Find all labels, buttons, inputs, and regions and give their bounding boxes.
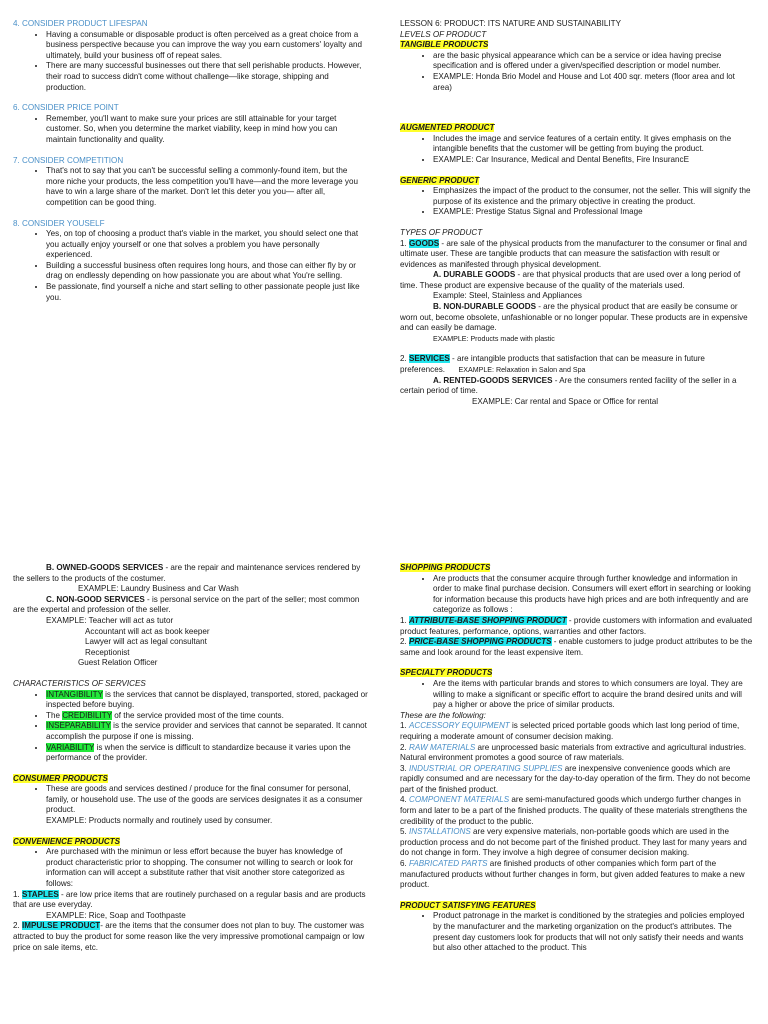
- shopping-heading: SHOPPING PRODUCTS: [400, 563, 491, 572]
- list-item: • Are purchased with the minimun or less effort because the buyer has knowledge of product characteristic prior to shopping. The consumer not willing to search or look for information can will accept a substitute rather that visit another store categorized as follows:: [46, 847, 368, 889]
- attribute-paragraph: 1. ATTRIBUTE-BASE SHOPPING PRODUCT - provide customers with information and evaluated product features, performance, options, warranties and other factors.: [400, 615, 753, 636]
- satisfying-list: [400, 911, 755, 953]
- convenience-list: [13, 847, 368, 889]
- price-paragraph: 2. PRICE-BASE SHOPPING PRODUCTS - enable customers to judge product attributes to be the same and look around for the least expensive item.: [400, 637, 753, 657]
- quadrant-top-left: [13, 19, 368, 303]
- heading-yourself: 8. CONSIDER YOUSELF: [13, 218, 105, 228]
- yourself-list: [13, 229, 368, 303]
- nongood-paragraph: C. NON-GOOD SERVICES - is personal service on the part of the seller; most common are the expertal and profession of the seller.: [13, 594, 360, 615]
- heading-product-lifespan: 4. CONSIDER PRODUCT LIFESPAN: [13, 19, 148, 28]
- list-item: • These are goods and services destined / produce for the final consumer for personal, family, or household use. The use of the goods are services designates it as a consumer product.: [46, 784, 368, 816]
- list-item: • Are the items with particular brands and stores to which consumers are loyal. They are willing to make a significant or specific effort to acquire the brand desired units and will pay a higher or above the price of similar products.: [433, 679, 755, 711]
- list-item: • INSEPARABILITY is the service provider and services that cannot be separated. It cannot accomplish the purpose if one is missing.: [46, 721, 368, 742]
- price-point-list: [13, 114, 368, 146]
- list-item: 5. INSTALLATIONS are very expensive materials, non-portable goods which are used in the production process and do not become part of the finished product. They last for many years and do not change in form. They involve a high degree of consumer decision making.: [400, 827, 747, 858]
- consumer-example: EXAMPLE: Products normally and routinely used by consumer.: [46, 816, 273, 826]
- owned-example: EXAMPLE: Laundry Business and Car Wash: [78, 584, 239, 594]
- specialty-list: [400, 679, 755, 711]
- augmented-list: [400, 134, 755, 166]
- list-item: • are the basic physical appearance which can be a service or idea having precise specification and is offered under a given/specified description or model number.: [433, 51, 755, 72]
- quadrant-top-right: [400, 19, 755, 407]
- nongood-example: Lawyer will act as legal consultant: [85, 637, 207, 647]
- satisfying-heading: PRODUCT SATISFYING FEATURES: [400, 900, 536, 910]
- list-item: • Are products that the consumer acquire through further knowledge and information in order to make final purchase decision. Consumers will exert effort in searching or looking for information because this products have high prices and are both infrequently and are categorize as follows :: [433, 574, 755, 616]
- list-item: 2. RAW MATERIALS are unprocessed basic materials from extractive and agricultural industries. Natural environment promotes a good source of raw materials.: [400, 742, 747, 763]
- list-item: 3. INDUSTRIAL OR OPERATING SUPPLIES are inexpensive convenience goods which are rapidly consumed and are necessary for the day-to-day operation of the firm. They do not become part of the finished product.: [400, 763, 751, 794]
- list-item: • Remember, you'll want to make sure your prices are still attainable for your target customer. So, when you determine the market viability, keep in mind how you can maintain functionality and quality.: [46, 114, 368, 146]
- tangible-heading: TANGIBLE PRODUCTS: [400, 40, 489, 50]
- lifespan-list: [13, 30, 368, 94]
- consumer-list: [13, 784, 368, 816]
- staples-paragraph: 1. STAPLES - are low price items that are routinely purchased on a regular basis and are products that are use everyday.: [13, 889, 366, 910]
- quadrant-bottom-right: [400, 563, 755, 954]
- services-paragraph: 2. SERVICES - are intangible products that satisfaction that can be measure in future preferences. EXAMPLE: Relaxation in Salon and Spa: [400, 354, 705, 375]
- list-item: 4. COMPONENT MATERIALS are semi-manufactured goods which undergo further changes in form and later to be a part of the finished products. The quality of these materials strengthens the credibility of the product to the public.: [400, 795, 748, 826]
- consumer-heading: CONSUMER PRODUCTS: [13, 773, 108, 783]
- list-item: • Be passionate, find yourself a niche and start selling to other passionate people just like you.: [46, 282, 368, 303]
- nongood-example: Receptionist: [85, 647, 130, 657]
- specialty-heading: SPECIALTY PRODUCTS: [400, 668, 493, 678]
- nondurable-paragraph: B. NON-DURABLE GOODS - are the physical product that are easily be consume or worn out, become obsolete, unfashionable or no longer popular. These products are in expensive and can easily be damage.: [400, 302, 748, 333]
- goods-paragraph: 1. GOODS - are sale of the physical products from the manufacturer to the consumer or final and ultimate user. These are tangible products that can measure the satisfaction with result or evidences as manifested through physical development.: [400, 238, 747, 269]
- generic-heading: GENERIC PRODUCT: [400, 175, 480, 185]
- list-item: • The CREDIBILITY of the service provided most of the time counts.: [46, 711, 368, 722]
- list-item: • That's not to say that you can't be successful selling a commonly-found item, but the more niche your products, the less competition you'll have—and the more leverage you have to win a large share of the market. Don't let this deter you you— after all, competition can be good thing.: [46, 166, 368, 208]
- list-item: • Having a consumable or disposable product is often perceived as a great choice from a business perspective because you can improve the way you earn customers' loyalty and ultimately, build your business off of repeat sales.: [46, 30, 368, 62]
- owned-paragraph: B. OWNED-GOODS SERVICES - are the repair and maintenance services rendered by the sellers to the products of the costumer.: [13, 563, 361, 583]
- nongood-example: Accountant will act as book keeper: [85, 626, 210, 636]
- lesson-title: LESSON 6: PRODUCT: ITS NATURE AND SUSTAINABILITY: [400, 19, 621, 28]
- list-item: • INTANGIBILITY is the services that cannot be displayed, transported, stored, packaged or inspected before buying.: [46, 690, 368, 711]
- list-item: • Includes the image and service features of a certain entity. It gives emphasis on the intangible benefits that the customer will be getting from buying the product.: [433, 134, 755, 155]
- list-item: • Product patronage in the market is conditioned by the strategies and policies employed by the manufacturer and the marketing organization on the product's attributes. The present day customers look for products that will not only satisfy their needs and wants but also other attached to the product. This: [433, 911, 755, 953]
- heading-competition: 7. CONSIDER COMPETITION: [13, 155, 124, 165]
- list-item: • Building a successful business often requires long hours, and those can either fly by or drag on endlessly depending on how passionate you are about what You're selling.: [46, 261, 368, 282]
- shopping-list: [400, 574, 755, 616]
- list-item: 1. ACCESSORY EQUIPMENT is selected priced portable goods which last long period of time, requiring a moderate amount of consumer decision making.: [400, 721, 740, 741]
- characteristics-heading: CHARACTERISTICS OF SERVICES: [13, 678, 146, 688]
- types-heading: TYPES OF PRODUCT: [400, 227, 483, 237]
- list-item: • VARIABILITY is when the service is difficult to standardize because it varies upon the performance of the provider.: [46, 743, 368, 764]
- services-term: SERVICES: [409, 354, 450, 364]
- characteristics-list: [13, 690, 368, 764]
- list-item: • Yes, on top of choosing a product that's viable in the market, you should select one that you actually enjoy yourself or one that solves a problem you have personally experienced.: [46, 229, 368, 261]
- goods-term: GOODS: [409, 238, 440, 248]
- tangible-list: [400, 51, 755, 93]
- rented-paragraph: A. RENTED-GOODS SERVICES - Are the consumers rented facility of the seller in a certain period of time.: [400, 375, 737, 396]
- convenience-heading: CONVENIENCE PRODUCTS: [13, 836, 121, 846]
- list-item: • Emphasizes the impact of the product to the consumer, not the seller. This will signify the purpose of its existence and the primary objective in creating the product.: [433, 186, 755, 207]
- competition-list: [13, 166, 368, 208]
- heading-price-point: 6. CONSIDER PRICE POINT: [13, 103, 119, 113]
- quadrant-bottom-left: [13, 563, 368, 953]
- list-item: • EXAMPLE: Prestige Status Signal and Professional Image: [433, 207, 755, 218]
- durable-example: Example: Steel, Stainless and Appliances: [433, 291, 582, 301]
- augmented-heading: AUGMENTED PRODUCT: [400, 123, 495, 133]
- nondurable-example: EXAMPLE: Products made with plastic: [433, 334, 555, 343]
- list-item: 6. FABRICATED PARTS are finished products of other companies which form part of the manufactured products without further changes in form, but given added features to make a new product.: [400, 859, 745, 890]
- levels-heading: LEVELS OF PRODUCT: [400, 29, 487, 39]
- these-following: These are the following:: [400, 710, 486, 720]
- generic-list: [400, 186, 755, 218]
- impulse-paragraph: 2. IMPULSE PRODUCT- are the items that the consumer does not plan to buy. The customer was attracted to buy the product for some reason like the very impressive promotional campaign or low price on sale items, etc.: [13, 921, 365, 952]
- list-item: • There are many successful businesses out there that sell perishable products. However, their road to success didn't come without challenge—like storage, shipping and production.: [46, 61, 368, 93]
- list-item: • EXAMPLE: Car Insurance, Medical and Dental Benefits, Fire InsurancE: [433, 155, 755, 166]
- rented-example: EXAMPLE: Car rental and Space or Office for rental: [472, 396, 659, 406]
- nongood-example: EXAMPLE: Teacher will act as tutor: [46, 615, 174, 625]
- durable-paragraph: A. DURABLE GOODS - are that physical products that are used over a long period of time. These product are expensive because of the quality of the materials used.: [400, 270, 741, 290]
- nongood-example: Guest Relation Officer: [78, 658, 158, 668]
- list-item: • EXAMPLE: Honda Brio Model and House and Lot 400 sqr. meters (floor area and lot area): [433, 72, 755, 93]
- staples-example: EXAMPLE: Rice, Soap and Toothpaste: [46, 910, 186, 920]
